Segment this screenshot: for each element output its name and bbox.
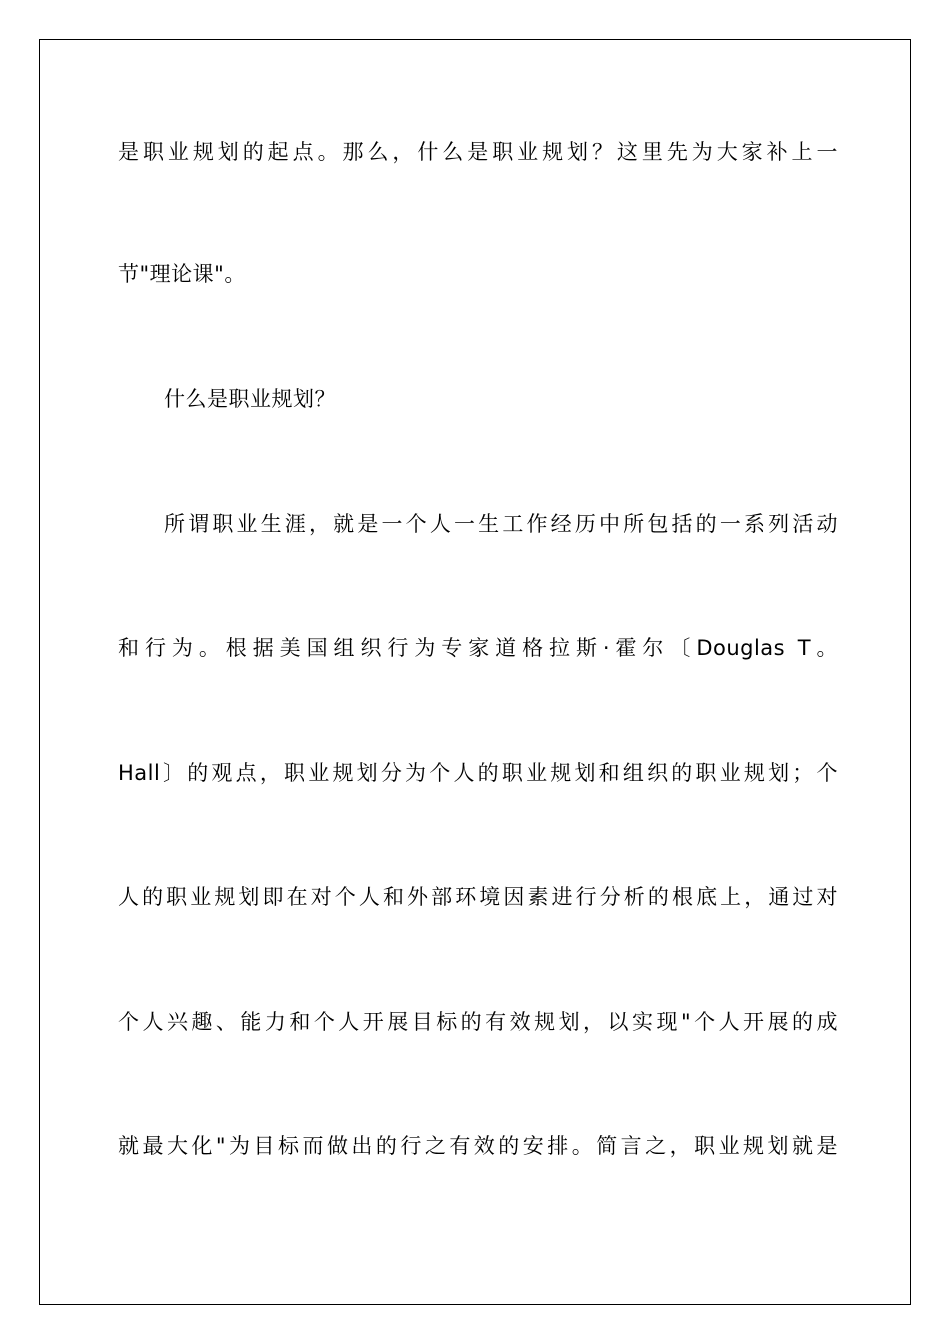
- text-line-6: Hall〕的观点，职业规划分为个人的职业规划和组织的职业规划；个: [118, 761, 838, 785]
- text-line-2: 节"理论课"。: [118, 262, 246, 286]
- text-line-1: 是职业规划的起点。那么，什么是职业规划？这里先为大家补上一: [118, 140, 838, 164]
- section-heading: 什么是职业规划？: [164, 387, 336, 411]
- text-line-7: 人的职业规划即在对个人和外部环境因素进行分析的根底上，通过对: [118, 885, 838, 909]
- text-line-8: 个人兴趣、能力和个人开展目标的有效规划，以实现"个人开展的成: [118, 1010, 838, 1034]
- page-border: [39, 39, 911, 1305]
- text-line-5: 和行为。根据美国组织行为专家道格拉斯·霍尔〔Douglas T。: [118, 636, 838, 660]
- text-line-9: 就最大化"为目标而做出的行之有效的安排。简言之，职业规划就是: [118, 1134, 838, 1158]
- text-line-4: 所谓职业生涯，就是一个人一生工作经历中所包括的一系列活动: [164, 512, 838, 536]
